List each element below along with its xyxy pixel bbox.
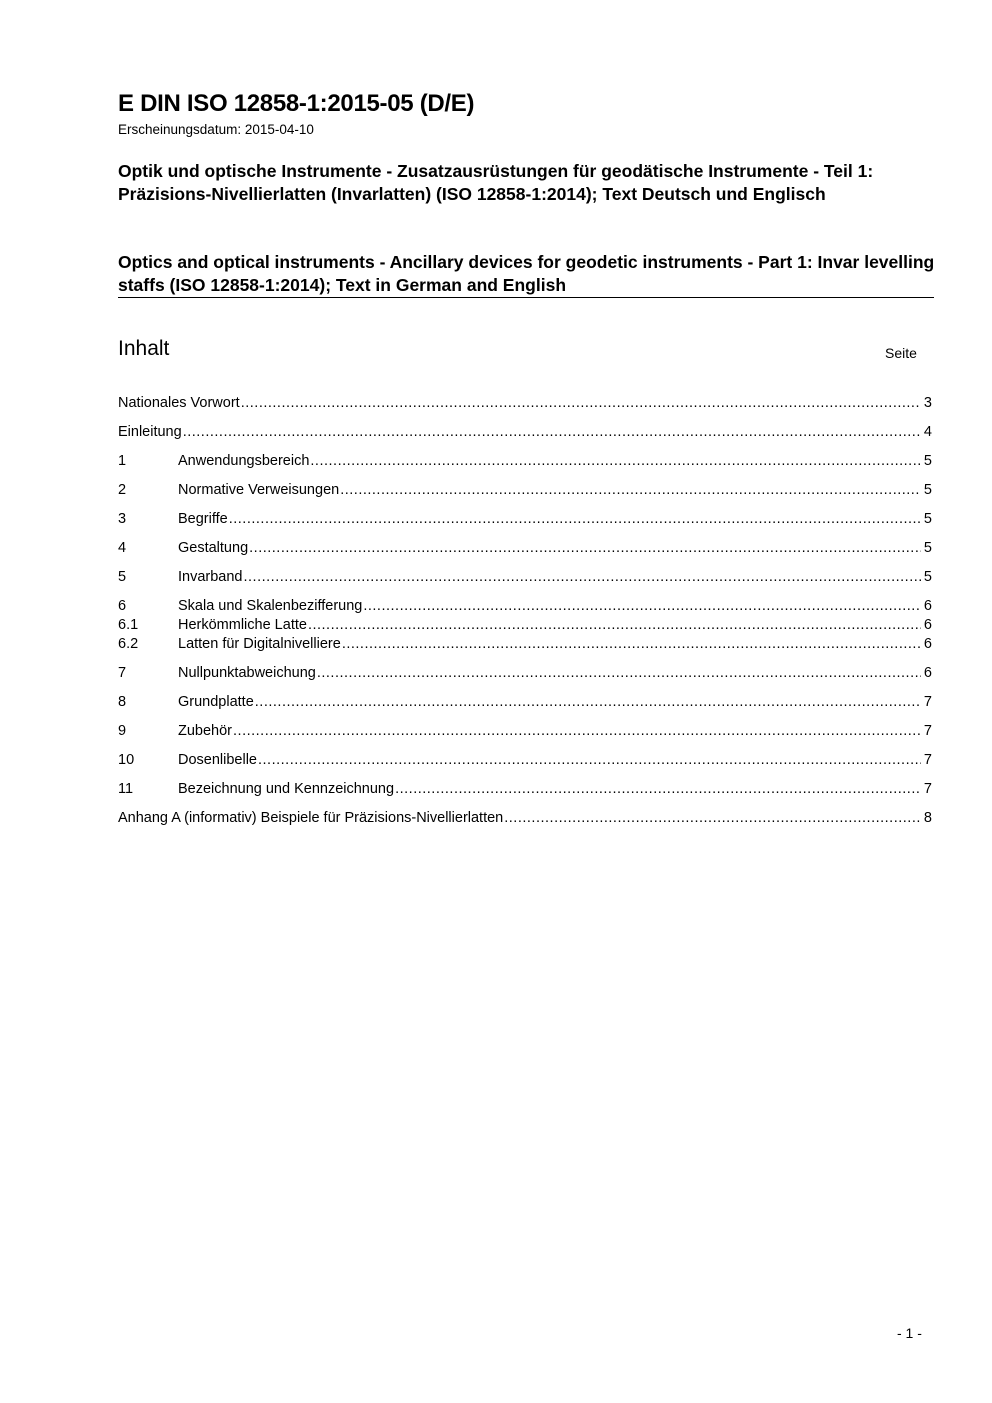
toc-entry-title: Skala und Skalenbezifferung	[178, 598, 363, 614]
toc-entry-6-1[interactable]	[118, 616, 932, 635]
toc-entry-title: Grundplatte	[178, 694, 254, 710]
toc-entry-number: 11	[118, 781, 134, 797]
toc-entry-3[interactable]	[118, 510, 932, 529]
toc-leader-dots	[255, 693, 921, 712]
toc-leader-dots	[308, 616, 921, 635]
annex-type: (informativ)	[184, 810, 257, 826]
document-title: E DIN ISO 12858-1:2015-05 (D/E)	[118, 90, 475, 117]
toc-entry-title: Normative Verweisungen	[178, 482, 340, 498]
toc-entry-page: 7	[923, 723, 932, 739]
toc-page-column-label: Seite	[885, 345, 917, 361]
toc-entry-9[interactable]	[118, 722, 932, 741]
title-english: Optics and optical instruments - Ancillary devices for geodetic instruments - Part 1: Invar levelling staffs (ISO 12858-1:2014); Text in German and English	[118, 252, 935, 295]
toc-entry-number: 9	[118, 723, 127, 739]
toc-entry-number: 4	[118, 540, 127, 556]
toc-entry-title: Latten für Digitalnivelliere	[178, 636, 341, 652]
toc-entry-8[interactable]	[118, 693, 932, 712]
toc-entry-title: Nullpunktabweichung	[178, 665, 316, 681]
toc-entry-page: 5	[923, 540, 932, 556]
toc-entry-title: Gestaltung	[178, 540, 249, 556]
toc-entry-6-2[interactable]	[118, 635, 932, 654]
toc-leader-dots	[310, 452, 921, 471]
toc-entry-number: 8	[118, 694, 127, 710]
toc-entry-page: 5	[923, 453, 932, 469]
toc-entry-number: 1	[118, 453, 127, 469]
toc-entry-title: Einleitung	[118, 424, 182, 440]
title-divider	[118, 297, 934, 298]
toc-entry-page: 8	[923, 810, 932, 826]
table-of-contents	[118, 394, 932, 828]
toc-entry-7[interactable]	[118, 664, 932, 683]
toc-entry-page: 5	[923, 511, 932, 527]
toc-entry-page: 6	[923, 665, 932, 681]
title-german: Optik und optische Instrumente - Zusatzausrüstungen für geodätische Instrumente - Teil 1: Präzisions-Nivellierlatten (Invarlatten) (ISO 12858-1:2014); Text Deutsch und Englisch	[118, 161, 874, 204]
annex-title: Beispiele für Präzisions-Nivellierlatten	[260, 810, 504, 826]
toc-entry-title: Nationales Vorwort	[118, 395, 240, 411]
toc-entry-introduction[interactable]	[118, 423, 932, 442]
toc-leader-dots	[342, 635, 921, 654]
publication-date: Erscheinungsdatum: 2015-04-10	[118, 122, 314, 137]
toc-leader-dots	[340, 481, 921, 500]
toc-entry-page: 7	[923, 694, 932, 710]
toc-leader-dots	[183, 423, 921, 442]
toc-entry-page: 6	[923, 617, 932, 633]
page-number: - 1 -	[897, 1325, 922, 1341]
toc-entry-national-foreword[interactable]	[118, 394, 932, 413]
toc-entry-number: 2	[118, 482, 127, 498]
toc-entry-5[interactable]	[118, 568, 932, 587]
toc-entry-2[interactable]	[118, 481, 932, 500]
toc-entry-page: 4	[923, 424, 932, 440]
toc-entry-number: 5	[118, 569, 127, 585]
toc-entry-number: 3	[118, 511, 127, 527]
toc-entry-10[interactable]	[118, 751, 932, 770]
toc-entry-title: Herkömmliche Latte	[178, 617, 307, 633]
toc-entry-title: Zubehör	[178, 723, 233, 739]
toc-entry-page: 3	[923, 395, 932, 411]
toc-entry-title: Begriffe	[178, 511, 228, 527]
toc-entry-title: Dosenlibelle	[178, 752, 257, 768]
toc-leader-dots	[317, 664, 921, 683]
toc-heading: Inhalt	[118, 337, 170, 360]
toc-entry-number: 6.1	[118, 617, 139, 633]
toc-leader-dots	[229, 510, 921, 529]
toc-entry-page: 5	[923, 482, 932, 498]
toc-leader-dots	[233, 722, 921, 741]
toc-entry-number: 6.2	[118, 636, 139, 652]
annex-label: Anhang A	[118, 810, 181, 826]
toc-entry-page: 6	[923, 636, 932, 652]
toc-entry-1[interactable]	[118, 452, 932, 471]
toc-entry-number: 7	[118, 665, 127, 681]
toc-entry-title: Bezeichnung und Kennzeichnung	[178, 781, 395, 797]
toc-entry-title: Anwendungsbereich	[178, 453, 310, 469]
toc-entry-page: 5	[923, 569, 932, 585]
toc-leader-dots	[244, 568, 922, 587]
toc-entry-page: 7	[923, 781, 932, 797]
toc-leader-dots	[395, 780, 921, 799]
toc-entry-title: Invarband	[178, 569, 243, 585]
toc-entry-title	[118, 809, 503, 828]
toc-entry-page: 6	[923, 598, 932, 614]
toc-entry-4[interactable]	[118, 539, 932, 558]
toc-leader-dots	[258, 751, 921, 770]
toc-entry-number: 10	[118, 752, 135, 768]
toc-entry-number: 6	[118, 598, 127, 614]
toc-leader-dots	[249, 539, 921, 558]
toc-entry-page: 7	[923, 752, 932, 768]
toc-entry-6[interactable]	[118, 597, 932, 616]
toc-leader-dots	[504, 809, 921, 828]
toc-entry-annex-a[interactable]	[118, 809, 932, 828]
toc-leader-dots	[363, 597, 921, 616]
toc-leader-dots	[241, 394, 921, 413]
toc-entry-11[interactable]	[118, 780, 932, 799]
